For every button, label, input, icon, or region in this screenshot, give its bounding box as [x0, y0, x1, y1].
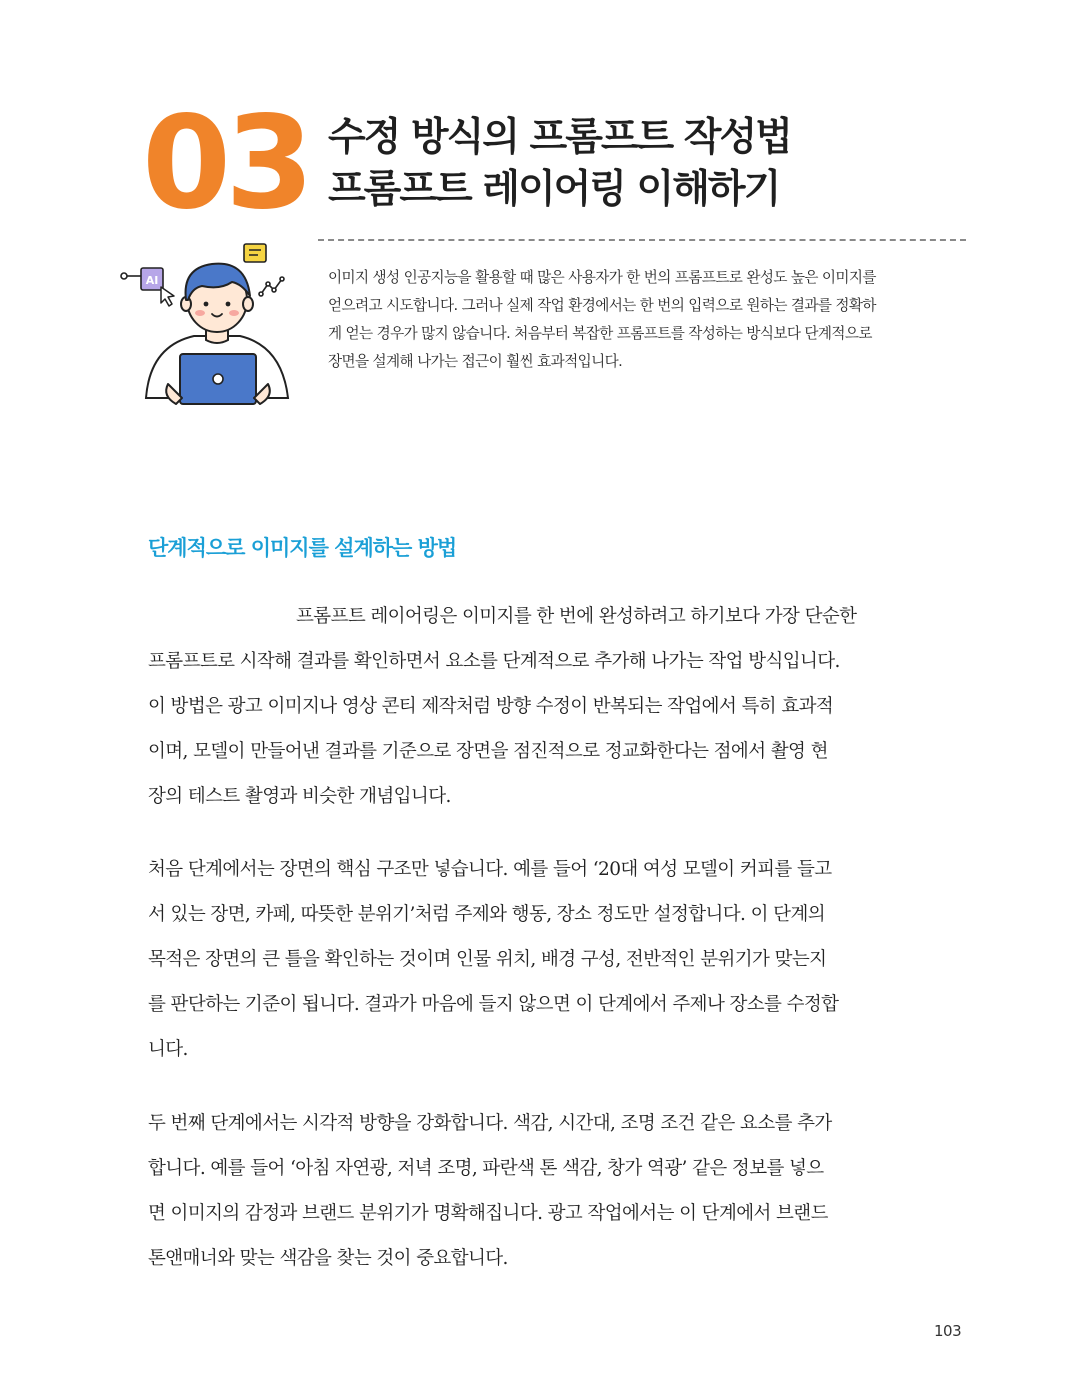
graph-line-icon: [259, 277, 284, 296]
intro-line: 장면을 설계해 나가는 접근이 훨씬 효과적입니다.: [328, 353, 623, 370]
chapter-title-line-1: 수정 방식의 프롬프트 작성법: [328, 115, 791, 160]
body-line: 면 이미지의 감정과 브랜드 분위기가 명확해집니다. 광고 작업에서는 이 단계에서 브랜드: [148, 1203, 828, 1224]
body-line: 를 판단하는 기준이 됩니다. 결과가 마음에 들지 않으면 이 단계에서 주제나 장소를 수정합: [148, 994, 839, 1015]
body-line: 장의 테스트 촬영과 비슷한 개념입니다.: [148, 786, 451, 807]
chapter-number: 03: [142, 89, 309, 238]
intro-line: 이미지 생성 인공지능을 활용할 때 많은 사용자가 한 번의 프롬프트로 완성도 높은 이미지를: [328, 269, 876, 286]
body-line: 두 번째 단계에서는 시각적 방향을 강화합니다. 색감, 시간대, 조명 조건 같은 요소를 추가: [148, 1113, 832, 1134]
note-icon: [244, 244, 266, 262]
body-line: 이며, 모델이 만들어낸 결과를 기준으로 장면을 점진적으로 정교화한다는 점에서 촬영 현: [148, 741, 828, 762]
body-line: 이 방법은 광고 이미지나 영상 콘티 제작처럼 방향 수정이 반복되는 작업에서 특히 효과적: [148, 696, 834, 717]
dashed-divider: [318, 239, 966, 241]
intro-paragraph: [328, 264, 968, 376]
body-line: 톤앤매너와 맞는 색감을 찾는 것이 중요합니다.: [148, 1248, 508, 1269]
laptop-icon: [180, 354, 256, 404]
ai-badge-text: AI: [145, 274, 159, 287]
body-line: 목적은 장면의 큰 틀을 확인하는 것이며 인물 위치, 배경 구성, 전반적인 분위기가 맞는지: [148, 949, 827, 970]
intro-line: 얻으려고 시도합니다. 그러나 실제 작업 환경에서는 한 번의 입력으로 원하는 결과를 정확하: [328, 297, 876, 314]
section-heading: 단계적으로 이미지를 설계하는 방법: [148, 536, 457, 560]
body-line: 합니다. 예를 들어 ‘아침 자연광, 저녁 조명, 파란색 톤 색감, 창가 역광’ 같은 정보를 넣으: [148, 1158, 824, 1179]
body-paragraph-1: [148, 594, 968, 819]
body-line: 처음 단계에서는 장면의 핵심 구조만 넣습니다. 예를 들어 ‘20대 여성 모델이 커피를 들고: [148, 859, 832, 880]
body-paragraph-2: [148, 847, 968, 1072]
chapter-title: [328, 112, 791, 216]
ai-badge-icon: [121, 268, 174, 306]
chapter-title-line-2: 프롬프트 레이어링 이해하기: [328, 167, 780, 212]
cursor-icon: [161, 287, 174, 306]
body-paragraph-3: [148, 1101, 968, 1281]
body-line: 니다.: [148, 1039, 188, 1060]
body-line: 서 있는 장면, 카페, 따뜻한 분위기’처럼 주제와 행동, 장소 정도만 설정합니다. 이 단계의: [148, 904, 825, 925]
person-with-laptop-illustration: [116, 238, 316, 416]
intro-line: 게 얻는 경우가 많지 않습니다. 처음부터 복잡한 프롬프트를 작성하는 방식보다 단계적으로: [328, 325, 872, 342]
page-number: 103: [934, 1322, 962, 1340]
body-line: 프롬프트 레이어링은 이미지를 한 번에 완성하려고 하기보다 가장 단순한: [296, 606, 857, 627]
body-line: 프롬프트로 시작해 결과를 확인하면서 요소를 단계적으로 추가해 나가는 작업 방식입니다.: [148, 651, 840, 672]
